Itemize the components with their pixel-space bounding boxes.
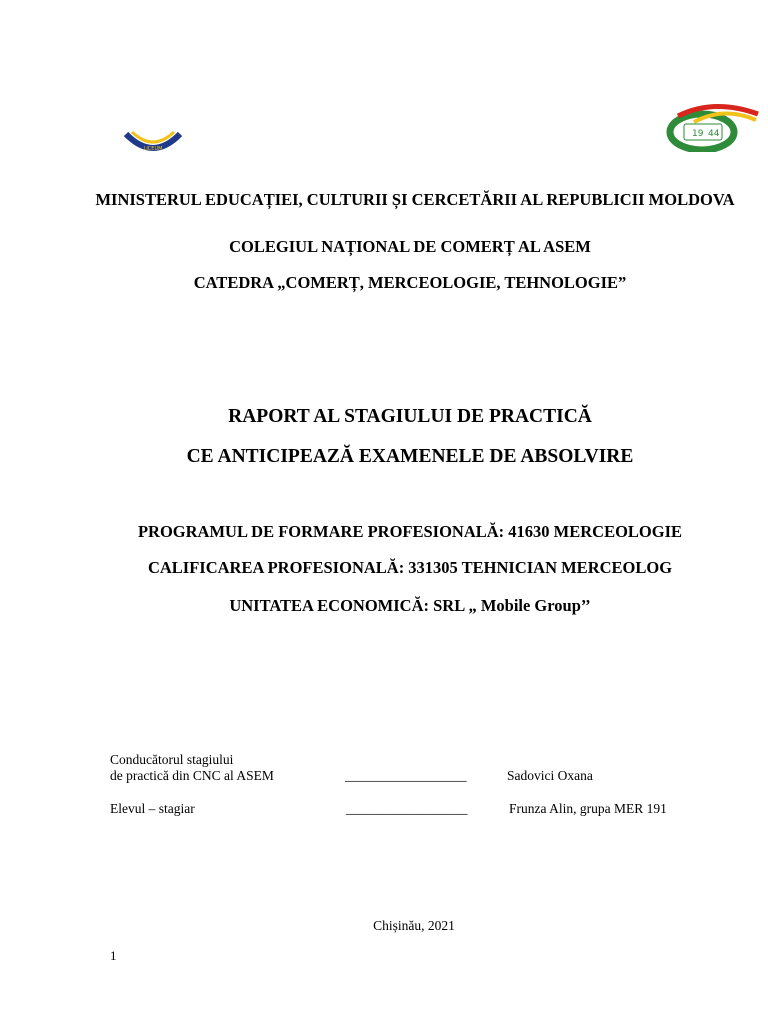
left-logo-icon <box>122 128 184 154</box>
supervisor-signature-line: __________________ <box>345 768 467 783</box>
student-label: Elevul – stagiar <box>110 801 195 816</box>
supervisor-label-line1: Conducătorul stagiului <box>110 752 234 767</box>
page-number: 1 <box>110 948 117 963</box>
right-logo-year-part1: 19 <box>692 129 704 139</box>
right-logo-icon <box>664 102 764 152</box>
department-heading: CATEDRA „COMERȚ, MERCEOLOGIE, TEHNOLOGIE” <box>193 273 627 292</box>
training-program: PROGRAMUL DE FORMARE PROFESIONALĂ: 41630 MERCEOLOGIE <box>137 522 683 541</box>
economic-unit: UNITATEA ECONOMICĂ: SRL „ Mobile Group’’ <box>229 596 591 615</box>
report-title-line2: CE ANTICIPEAZĂ EXAMENELE DE ABSOLVIRE <box>186 446 634 467</box>
right-logo-year-part2: 44 <box>708 129 720 139</box>
qualification: CALIFICAREA PROFESIONALĂ: 331305 TEHNICIAN MERCEOLOG <box>147 558 673 577</box>
supervisor-name: Sadovici Oxana <box>507 768 593 783</box>
student-name: Frunza Alin, grupa MER 191 <box>509 801 667 816</box>
left-logo-lettering: LICEUM <box>143 146 163 152</box>
place-and-year: Chișinău, 2021 <box>373 918 455 933</box>
supervisor-label-line2: de practică din CNC al ASEM <box>110 768 274 783</box>
college-heading: COLEGIUL NAȚIONAL DE COMERȚ AL ASEM <box>229 237 591 256</box>
ministry-heading: MINISTERUL EDUCAȚIEI, CULTURII ȘI CERCETĂRII AL REPUBLICII MOLDOVA <box>95 190 735 209</box>
report-title-line1: RAPORT AL STAGIULUI DE PRACTICĂ <box>228 406 592 427</box>
student-signature-line: __________________ <box>346 801 468 816</box>
